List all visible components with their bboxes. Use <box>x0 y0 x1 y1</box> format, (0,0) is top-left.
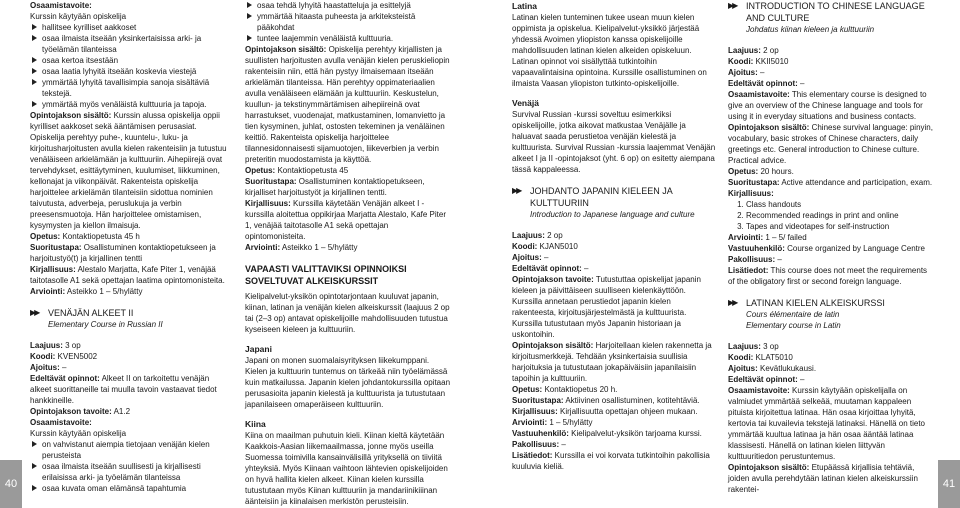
paragraph: Ajoitus: Kevätlukukausi. <box>728 364 817 373</box>
paragraph: Pakollisuus: – <box>728 255 782 264</box>
column-1 <box>30 0 230 494</box>
column-3 <box>512 0 717 472</box>
latina-heading: Latina <box>512 1 538 11</box>
paragraph: Suoritustapa: Osallistuminen kontaktiopetukseen, kirjalliset harjoitustyöt ja kirjallinen tentti. <box>245 177 425 197</box>
paragraph: Kurssin käytyään opiskelija <box>30 429 127 438</box>
paragraph: Osaamistavoite: Kurssin käytyään opiskelijalla on valmiudet ymmärtää selkeää, muutaman kappaleen pituista kirjoitettua latinaa. Hän osaa kirjoittaa lyhyitä, kertovia tai kuvailevia tekstejä latinaksi. Hänellä on tieto ymmärtää kuultua latinaa ja hän osaa ääntää latinaa klassisesti. Hänellä on latinan kielen liittyvän kulttuuritiedon perustuntemus. <box>728 386 925 461</box>
course-title: INTRODUCTION TO CHINESE LANGUAGE AND CULTURE <box>746 1 925 23</box>
paragraph: Vastuuhenkilö: Kielipalvelut-yksikön tarjoama kurssi. <box>512 429 702 438</box>
kiina-text: Kiina on maailman puhutuin kieli. Kiinan kieltä käytetään Kaakkois-Aasian liikemaailmassa, jonne myös useilla Suomessa toimivilla kansainvälisillä yrityksellä on tiiviitä yhteyksiä. Myös Kiinaan vaihtoon lähtevien opiskelijoiden on hyvä hallita kielen alkeet. Kiinan kielen kurssilla tutustutaan myös Kiinan kulttuuriin ja mandariinikiiinan äänteisiin ja kiinalaisen merkistön perusteisiin. <box>245 431 448 506</box>
double-arrow-icon: ▶▶ <box>30 308 39 317</box>
paragraph: Opintojakson tavoite: A1.2 <box>30 407 131 416</box>
course-subtitle: Cours élémentaire de latin <box>746 310 840 319</box>
venaja-text: Survival Russian -kurssi soveltuu esimerkiksi opiskelijoille, jotka aikovat matkustaa Venäjälle ja haluavat saada perustietoa venäjän kielestä ja kulttuurista. Survival Russian -kurssia laajemmat Venäjän alkeet I ja II -opintojaksot (yht. 6 op) on esitetty aiempana tässä kappaleessa. <box>512 110 716 174</box>
reading-list-item: 3. Tapes and videotapes for self-instruction <box>746 221 933 232</box>
column-4 <box>728 0 933 495</box>
paragraph: Suoritustapa: Osallistuminen kontaktiopetukseen ja harjoitustyö(t) ja kirjallinen tentti <box>30 243 216 263</box>
paragraph: Opintojakson tavoite: Tutustuttaa opiskelijat japanin kieleen ja päivittäiseen suulliseen kielenkäyttöön. Kurssilla annetaan perustiedot japanin kielen rakenteesta, kirjoitusjärjestelmästä ja kulttuurista. Kurssilla tutustutaan myös Japanin historiaan ja uskontoihin. <box>512 275 701 339</box>
bullet-item: osaa ilmaista itseään yksinkertaisissa arki- ja työelämän tilanteissa <box>30 33 230 55</box>
paragraph: Edeltävät opinnot: – <box>728 375 805 384</box>
paragraph: Ajoitus: – <box>30 363 67 372</box>
course-title: VENÄJÄN ALKEET II <box>48 308 134 318</box>
bullet-item: osaa kuvata oman elämänsä tapahtumia <box>30 483 230 494</box>
paragraph: Arviointi: 1 – 5/hylätty <box>512 418 593 427</box>
course-heading-russian-2 <box>30 307 230 319</box>
paragraph: Ajoitus: – <box>728 68 765 77</box>
paragraph: Suoritustapa: Aktiivinen osallistuminen, kotitehtäviä. <box>512 396 700 405</box>
field-label: Osaamistavoite: <box>30 418 92 427</box>
paragraph: Osaamistavoite: This elementary course is designed to give an overview of the Chinese language and tools for using it in everyday situations and business contacts. <box>728 90 927 121</box>
course-title: JOHDANTO JAPANIN KIELEEN JA KULTTUURIIN <box>530 186 673 208</box>
bullet-item: osaa tehdä lyhyitä haastatteluja ja esittelyjä <box>245 0 450 11</box>
reading-list-item: 1. Class handouts <box>746 199 933 210</box>
paragraph: Laajuus: 2 op <box>728 46 779 55</box>
bullet-item: ymmärtää lyhyitä tavallisimpia sanoja sisältäviä tekstejä. <box>30 77 230 99</box>
bullet-item: ymmärtää hitaasta puheesta ja arkiteksteistä pääkohdat <box>245 11 450 33</box>
venaja-heading: Venäjä <box>512 98 539 108</box>
reading-list <box>728 199 933 232</box>
course-subtitle-2: Elementary course in Latin <box>746 321 841 330</box>
bullet-item: ymmärtää myös venäläistä kulttuuria ja tapoja. <box>30 99 230 110</box>
paragraph: Opetus: 20 hours. <box>728 167 794 176</box>
course-heading-latin <box>728 297 933 309</box>
japani-text: Japani on monen suomalaisyrityksen liikekumppani. Kielen ja kulttuurin tuntemus on tärkeää niin työelämässä kuin matkailussa. Japanin kielen johdantokurssilla opitaan perusasioita japanin kielestä ja kulttuurista ja tutustutaan japanilaiseen omaperäiseen kulttuuriin. <box>245 356 451 409</box>
paragraph: Opintojakson sisältö: Kurssin alussa opiskelija oppii kyrilliset aakkoset sekä ääntämisen perusasiat. Opiskelija perehtyy puhe-, kuuntelu-, luku- ja kirjoitusharjoitusten avulla kielen rakenteisiin ja tutustuu venäläiseen arkielämään ja kulttuuriin. Aihepiirejä ovat tervehdykset, esittäytyminen, kuulumiset, liikkuminen, kellonajat ja viikonpäivät. Rakenteista opiskelija harjoittelee arkielämän tilanteisiin sidottua nominien taivutusta, adverbeja, peruslukuja ja verbin preesensmuotoja. Hän harjoittelee omistamisen, kysymysten ja kiellon ilmaisuja. <box>30 111 227 230</box>
latina-text: Latinan kielen tunteminen tukee usean muun kielen oppimista ja opiskelua. Kielipalvelut-yksikkö järjestää yhdessä Avoimen yliopiston kanssa opiskelijoille mahdollisuuden latinan kielen alkeiden opiskeluun. Latinan opinnot voi sisällyttää tutkintoihin vapaavalintaisina opintoina. Kurssille osallistuminen on ilmaista Vaasan yliopiston tutkinto-opiskelijoille. <box>512 13 707 88</box>
bullet-item: hallitsee kyrilliset aakkoset <box>30 22 230 33</box>
paragraph: Opetus: Kontaktiopetusta 45 h <box>30 232 140 241</box>
course-subtitle: Introduction to Japanese language and culture <box>530 210 695 219</box>
paragraph: Lisätiedot: Kurssilla ei voi korvata tutkintoihin pakollisia kuuluvia kieliä. <box>512 451 710 471</box>
reading-list-item: 2. Recommended readings in print and online <box>746 210 933 221</box>
page-number-right: 41 <box>938 460 960 508</box>
double-arrow-icon: ▶▶ <box>512 186 521 195</box>
course-title: LATINAN KIELEN ALKEISKURSSI <box>746 298 885 308</box>
paragraph: Vastuuhenkilö: Course organized by Language Centre <box>728 244 925 253</box>
field-label: Kirjallisuus: <box>728 189 774 198</box>
paragraph: Suoritustapa: Active attendance and participation, exam. <box>728 178 933 187</box>
paragraph: Lisätiedot: This course does not meet the requirements of the obligatory first or second foreign language. <box>728 266 928 286</box>
paragraph: Koodi: KJAN5010 <box>512 242 578 251</box>
paragraph: Kirjallisuus: Alestalo Marjatta, Kafe Piter 1, venäjää taitotasolle A1 sekä opettajan laatima opintomonisteita. <box>30 265 225 285</box>
paragraph: Ajoitus: – <box>512 253 549 262</box>
section-intro: Kielipalvelut-yksikön opintotarjontaan kuuluvat japanin, kiinan, latinan ja venäjän kielen alkeiskurssit (laajuus 2 op tai (2–3 op) antavat opiskelijoille mahdollisuuden tutustua kyseiseen kieleen ja kulttuuriin. <box>245 292 450 334</box>
paragraph: Arviointi: 1 – 5/ failed <box>728 233 807 242</box>
paragraph: Laajuus: 2 op <box>512 231 563 240</box>
paragraph: Opintojakson sisältö: Harjoitellaan kielen rakennetta ja kirjoitusmerkkejä. Tehdään yksinkertaisia suullisia harjoituksia ja tutustutaan jokapäiväisiin japanilaisiin tapoihin ja kulttuuriin. <box>512 341 712 383</box>
paragraph: Arviointi: Asteikko 1 – 5/hylätty <box>245 243 358 252</box>
bullet-item: osaa laatia lyhyitä itseään koskevia viestejä <box>30 66 230 77</box>
column-2 <box>245 0 450 507</box>
course-subtitle: Elementary Course in Russian II <box>48 320 163 329</box>
paragraph: Opintojakson sisältö: Opiskelija perehtyy kirjallisten ja suullisten harjoitusten avulla venäjän kielen peruskieliopin rakenteisiin niin, että hän pystyy ilmaisemaan itseään arkielämän tilanteissa. Hän perehtyy oppimateriaalien avulla venäläiseen elämään ja kulttuuriin. Keskustelun, kuullun- ja tekstinymmärtämisen aihepiireinä ovat harrastukset, vuodenajat, matkustaminen, lomanvietto ja tien kysyminen, juhlat, ostosten tekeminen ja venäläinen keittiö. Rakenteista opiskelija harjoittelee tilannesidonnaisesti sijamuotojen, liikeverbien ja verbin preteritin muodostamista ja käyttöä. <box>245 45 450 164</box>
paragraph: Opintojakson sisältö: Chinese survival language: pinyin, vocabulary, basic strokes of Chinese characters, daily greetings etc. General introduction to Chinese culture. Practical advice. <box>728 123 933 165</box>
course-heading-japanese <box>512 185 717 209</box>
bullet-item: tuntee laajemmin venäläistä kulttuuria. <box>245 33 450 44</box>
double-arrow-icon: ▶▶ <box>728 1 737 10</box>
paragraph: Arviointi: Asteikko 1 – 5/hylätty <box>30 287 143 296</box>
paragraph: Koodi: KVEN5002 <box>30 352 98 361</box>
section-heading: VAPAASTI VALITTAVIKSI OPINNOIKSI SOVELTUVAT ALKEISKURSSIT <box>245 264 407 286</box>
course-details-latin <box>728 341 933 495</box>
bullet-item: osaa ilmaista itseään suullisesti ja kirjallisesti erilaisissa arki- ja työelämän tilanteissa <box>30 461 230 483</box>
paragraph: Edeltävät opinnot: Alkeet II on tarkoitettu venäjän alkeet suorittaneille tai muulla tavoin vastaavat tiedot hankkineille. <box>30 374 217 405</box>
course-details-chinese-2 <box>728 232 933 287</box>
column-2-top <box>245 0 450 253</box>
paragraph: Kurssin käytyään opiskelija <box>30 12 127 21</box>
paragraph: Kirjallisuus: Kurssilla käytetään Venäjän alkeet I -kurssilla aloitettua oppikirjaa Marjatta Alestalo, Kafe Piter 1, venäjää taitotasolle A1 sekä opettajan opintomonisteita. <box>245 199 446 241</box>
paragraph: Pakollisuus: – <box>512 440 566 449</box>
double-arrow-icon: ▶▶ <box>728 298 737 307</box>
course-subtitle: Johdatus kiinan kieleen ja kulttuuriin <box>746 25 875 34</box>
page-number-left: 40 <box>0 460 22 508</box>
course-details-japanese <box>512 230 717 472</box>
paragraph: Opetus: Kontaktiopetus 20 h. <box>512 385 618 394</box>
bullet-item: osaa kertoa itsestään <box>30 55 230 66</box>
paragraph: Koodi: KKII5010 <box>728 57 789 66</box>
japani-heading: Japani <box>245 344 272 354</box>
field-label: Osaamistavoite: <box>30 1 92 10</box>
column-1-top <box>30 0 230 297</box>
column-1-bottom <box>30 340 230 494</box>
paragraph: Opetus: Kontaktiopetusta 45 <box>245 166 349 175</box>
bullet-item: on vahvistanut aiempia tietojaan venäjän kielen perusteista <box>30 439 230 461</box>
course-details-chinese <box>728 45 933 199</box>
paragraph: Laajuus: 3 op <box>728 342 779 351</box>
kiina-heading: Kiina <box>245 419 266 429</box>
course-heading-chinese <box>728 0 933 24</box>
paragraph: Edeltävät opinnot: – <box>728 79 805 88</box>
paragraph: Edeltävät opinnot: – <box>512 264 589 273</box>
paragraph: Laajuus: 3 op <box>30 341 81 350</box>
paragraph: Koodi: KLAT5010 <box>728 353 793 362</box>
paragraph: Kirjallisuus: Kirjallisuutta opettajan ohjeen mukaan. <box>512 407 698 416</box>
paragraph: Opintojakson sisältö: Etupäässä kirjallisia tehtäviä, joiden avulla perehdytään latinan kielen alkeiskurssiin rakentei- <box>728 463 918 494</box>
